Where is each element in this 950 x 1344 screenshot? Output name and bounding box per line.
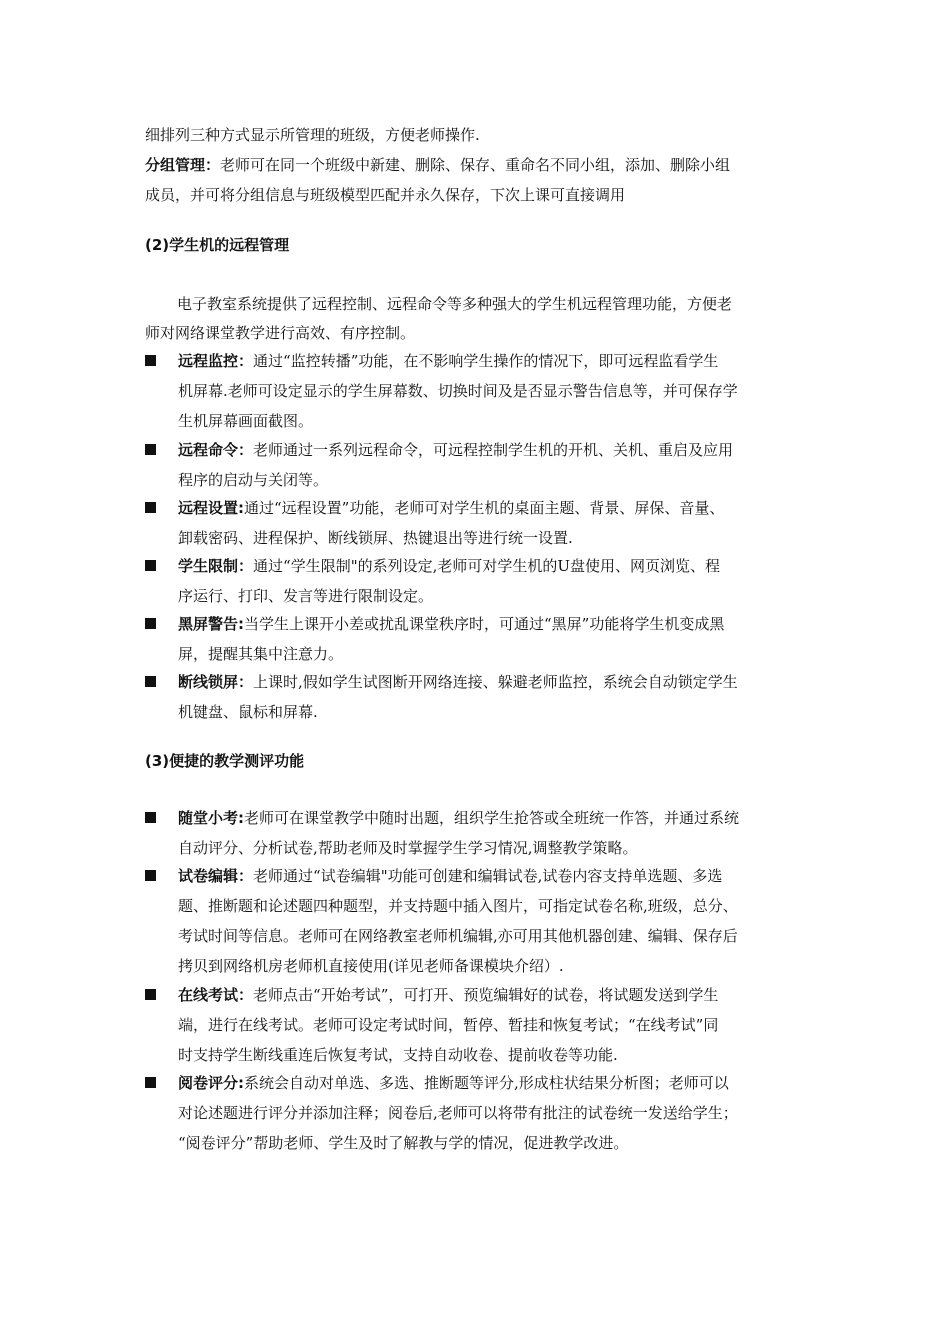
bullet-item-label: 在线考试 (178, 986, 239, 1004)
bullet-item-separator: ： (238, 441, 254, 459)
bullet-item-separator: : (238, 615, 245, 633)
bullet-item-separator: ： (238, 557, 254, 575)
bullet-item-label: 随堂小考 (178, 809, 239, 827)
bullet-item-line (178, 1010, 808, 1040)
bullet-item-line (178, 435, 808, 465)
bullet-item-line (178, 639, 808, 669)
bullet-item-text: 老师通过一系列远程命令，可远程控制学生机的开机、关机、重启及应用 (253, 441, 734, 459)
bullet-item-text: 老师可在课堂教学中随时出题，组织学生抢答或全班统一作答，并通过系统 (244, 809, 740, 827)
bullet-item-text: 老师点击“开始考试”，可打开、预览编辑好的试卷，将试题发送到学生 (253, 986, 719, 1004)
bullet-item-text: 程序的启动与关闭等。 (178, 471, 329, 489)
bullet-item-line (178, 980, 808, 1010)
group-management-text-1: 老师可在同一个班级中新建、删除、保存、重命名不同小组，添加、删除小组 (220, 156, 731, 174)
bullet-item-text: 端，进行在线考试。老师可设定考试时间，暂停、暂挂和恢复考试；“在线考试”同 (178, 1016, 719, 1034)
bullet-item-line (178, 581, 808, 611)
bullet-item-text: 自动评分、分析试卷,帮助老师及时掌握学生学习情况,调整教学策略。 (178, 839, 638, 857)
bullet-item-separator: ： (238, 352, 254, 370)
bullet-square-icon (145, 560, 156, 571)
bullet-item-line (178, 1068, 808, 1098)
bullet-item-line (178, 406, 808, 436)
intro-line: 细排列三种方式显示所管理的班级，方便老师操作. (145, 126, 480, 144)
group-management-line (145, 150, 811, 180)
bullet-item-line (178, 493, 808, 523)
section-heading-teaching-assessment: (3)便捷的教学测评功能 (145, 752, 305, 770)
bullet-square-icon (145, 870, 156, 881)
bullet-item-separator: ： (238, 673, 254, 691)
bullet-item-line (178, 609, 808, 639)
bullet-item-label: 黑屏警告 (178, 615, 239, 633)
bullet-item-text: 当学生上课开小差或扰乱课堂秩序时，可通过“黑屏”功能将学生机变成黑 (244, 615, 725, 633)
bullet-item-text: 对论述题进行评分并添加注释；阅卷后,老师可以将带有批注的试卷统一发送给学生； (178, 1104, 738, 1122)
bullet-item (178, 1068, 808, 1158)
bullet-item-text: 通过“远程设置”功能，老师可对学生机的桌面主题、背景、屏保、音量、 (244, 499, 725, 517)
bullet-item-separator: : (238, 1074, 245, 1092)
bullet-item (178, 346, 808, 436)
bullet-item-label: 远程命令 (178, 441, 239, 459)
bullet-item (178, 435, 808, 495)
bullet-square-icon (145, 676, 156, 687)
bullet-item-label: 断线锁屏 (178, 673, 239, 691)
bullet-item-label: 远程监控 (178, 352, 239, 370)
bullet-item-line (178, 1098, 808, 1128)
bullet-item-text: “阅卷评分”帮助老师、学生及时了解教与学的情况，促进教学改进。 (178, 1134, 629, 1152)
bullet-item (178, 493, 808, 553)
bullet-item-label: 试卷编辑 (178, 867, 239, 885)
bullet-item-line (178, 1128, 808, 1158)
bullet-item-line (178, 697, 808, 727)
group-management-label: 分组管理 (145, 156, 206, 174)
bullet-item (178, 609, 808, 669)
bullet-item-label: 远程设置 (178, 499, 239, 517)
bullet-item-separator: : (238, 809, 245, 827)
bullet-item-text: 生机屏幕画面截图。 (178, 412, 314, 430)
bullet-item-line (178, 951, 808, 981)
bullet-item-text: 拷贝到网络机房老师机直接使用(详见老师备课模块介绍）. (178, 957, 564, 975)
bullet-item-text: 屏，提醒其集中注意力。 (178, 645, 344, 663)
group-management-colon: ： (205, 156, 221, 174)
bullet-item-text: 通过“学生限制"的系列设定,老师可对学生机的U盘使用、网页浏览、程 (253, 557, 721, 575)
bullet-item-text: 上课时,假如学生试图断开网络连接、躲避老师监控，系统会自动锁定学生 (253, 673, 738, 691)
section2-paragraph-line-2: 师对网络课堂教学进行高效、有序控制。 (145, 324, 416, 342)
bullet-item-line (178, 346, 808, 376)
bullet-item-line (178, 833, 808, 863)
bullet-item-line (178, 891, 808, 921)
bullet-item-line (178, 667, 808, 697)
bullet-square-icon (145, 444, 156, 455)
bullet-item-text: 时支持学生断线重连后恢复考试，支持自动收卷、提前收卷等功能. (178, 1046, 618, 1064)
bullet-item (178, 667, 808, 727)
bullet-item (178, 980, 808, 1070)
bullet-item-line (178, 551, 808, 581)
bullet-item-line (178, 1040, 808, 1070)
bullet-item-line (178, 861, 808, 891)
bullet-item-text: 通过“监控转播”功能，在不影响学生操作的情况下，即可远程监看学生 (253, 352, 719, 370)
bullet-item-line (178, 523, 808, 553)
bullet-square-icon (145, 502, 156, 513)
bullet-item-text: 考试时间等信息。老师可在网络教室老师机编辑,亦可用其他机器创建、编辑、保存后 (178, 927, 738, 945)
bullet-square-icon (145, 812, 156, 823)
bullet-item-text: 卸载密码、进程保护、断线锁屏、热键退出等进行统一设置. (178, 529, 573, 547)
bullet-item-text: 序运行、打印、发言等进行限制设定。 (178, 587, 434, 605)
bullet-item-separator: ： (238, 986, 254, 1004)
bullet-item-separator: ： (238, 867, 254, 885)
section-heading-remote-management: (2)学生机的远程管理 (145, 236, 290, 254)
bullet-item (178, 803, 808, 863)
bullet-item-text: 机屏幕.老师可设定显示的学生屏幕数、切换时间及是否显示警告信息等，并可保存学 (178, 382, 738, 400)
bullet-item-line (178, 376, 808, 406)
bullet-item (178, 551, 808, 611)
bullet-item-text: 机键盘、鼠标和屏幕. (178, 703, 318, 721)
bullet-square-icon (145, 989, 156, 1000)
bullet-item-line (178, 803, 808, 833)
bullet-item-label: 学生限制 (178, 557, 239, 575)
bullet-item-line (178, 921, 808, 951)
bullet-item-text: 题、推断题和论述题四种题型，并支持题中插入图片，可指定试卷名称,班级，总分、 (178, 897, 738, 915)
bullet-item-text: 老师通过“试卷编辑"功能可创建和编辑试卷,试卷内容支持单选题、多选 (253, 867, 723, 885)
bullet-square-icon (145, 355, 156, 366)
bullet-item-label: 阅卷评分 (178, 1074, 239, 1092)
bullet-item-separator: : (238, 499, 245, 517)
section2-paragraph-line-1: 电子教室系统提供了远程控制、远程命令等多种强大的学生机远程管理功能，方便老 (177, 295, 733, 313)
bullet-item-line (178, 465, 808, 495)
bullet-square-icon (145, 1077, 156, 1088)
bullet-item-text: 系统会自动对单选、多选、推断题等评分,形成柱状结果分析图；老师可以 (244, 1074, 729, 1092)
bullet-item (178, 861, 808, 981)
group-management-text-2: 成员，并可将分组信息与班级模型匹配并永久保存，下次上课可直接调用 (145, 186, 626, 204)
bullet-square-icon (145, 618, 156, 629)
